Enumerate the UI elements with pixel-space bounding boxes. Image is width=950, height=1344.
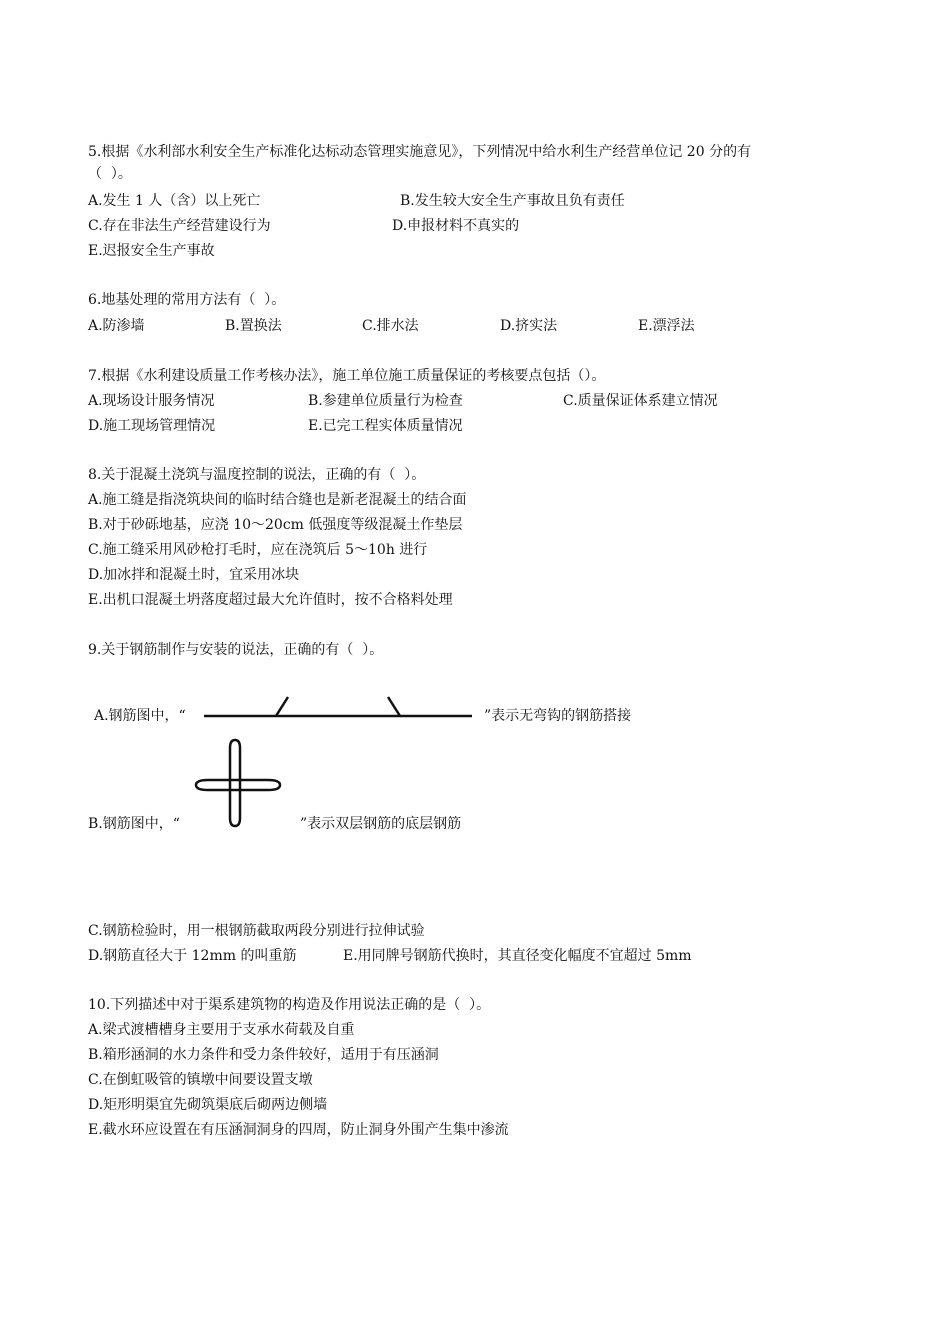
q9-option-d: D.钢筋直径大于 12mm 的叫重筋 — [88, 948, 297, 964]
q9-option-e: E.用同牌号钢筋代换时，其直径变化幅度不宜超过 5mm — [343, 948, 692, 964]
q6-option-a: A.防渗墙 — [88, 318, 145, 334]
q8-option-d: D.加冰拌和混凝土时，宜采用冰块 — [88, 567, 300, 583]
q7-stem: 7.根据《水利建设质量工作考核办法》，施工单位施工质量保证的考核要点包括（）。 — [88, 368, 606, 384]
q5-option-d: D.申报材料不真实的 — [392, 218, 520, 234]
q9-option-b-pre: B.钢筋图中，“ — [88, 816, 180, 832]
q9-option-b-post: ”表示双层钢筋的底层钢筋 — [300, 816, 462, 832]
q10-option-a: A.梁式渡槽槽身主要用于支承水荷载及自重 — [88, 1022, 355, 1038]
q8-option-a: A.施工缝是指浇筑块间的临时结合缝也是新老混凝土的结合面 — [88, 492, 467, 508]
q9-stem: 9.关于钢筋制作与安装的说法，正确的有（ ）。 — [88, 642, 384, 658]
rebar-end-mark-left — [276, 697, 288, 716]
q10-option-e: E.截水环应设置在有压涵洞洞身的四周，防止洞身外围产生集中渗流 — [88, 1122, 509, 1138]
q7-option-c: C.质量保证体系建立情况 — [563, 393, 718, 409]
vertical-rebar-hook — [230, 740, 240, 826]
q7-option-a: A.现场设计服务情况 — [88, 393, 215, 409]
q8-option-e: E.出机口混凝土坍落度超过最大允许值时，按不合格料处理 — [88, 592, 453, 608]
horizontal-rebar-hook — [196, 780, 280, 790]
q9-option-a-post: ”表示无弯钩的钢筋搭接 — [484, 708, 632, 724]
rebar-end-mark-right — [388, 697, 400, 716]
q10-stem: 10.下列描述中对于渠系建筑物的构造及作用说法正确的是（ ）。 — [88, 997, 491, 1013]
q5-stem-cont: （ ）。 — [88, 166, 132, 182]
q5-stem: 5.根据《水利部水利安全生产标准化达标动态管理实施意见》，下列情况中给水利生产经营单位记 20 分的有 — [88, 144, 752, 160]
double-layer-bottom-rebar-symbol — [190, 738, 285, 830]
q7-option-e: E.已完工程实体质量情况 — [308, 418, 463, 434]
q6-stem: 6.地基处理的常用方法有（ ）。 — [88, 292, 286, 308]
q6-option-e: E.漂浮法 — [638, 318, 695, 334]
q5-option-a: A.发生 1 人（含）以上死亡 — [88, 193, 261, 209]
q10-option-d: D.矩形明渠宜先砌筑渠底后砌两边侧墙 — [88, 1097, 328, 1113]
q8-stem: 8.关于混凝土浇筑与温度控制的说法，正确的有（ ）。 — [88, 467, 426, 483]
q10-option-b: B.箱形涵洞的水力条件和受力条件较好，适用于有压涵洞 — [88, 1047, 439, 1063]
q8-option-c: C.施工缝采用风砂枪打毛时，应在浇筑后 5～10h 进行 — [88, 542, 428, 558]
q7-option-b: B.参建单位质量行为检查 — [308, 393, 463, 409]
q9-option-a-pre: A.钢筋图中，“ — [94, 708, 186, 724]
q5-option-c: C.存在非法生产经营建设行为 — [88, 218, 271, 234]
q6-option-b: B.置换法 — [225, 318, 282, 334]
q7-option-d: D.施工现场管理情况 — [88, 418, 216, 434]
q6-option-c: C.排水法 — [362, 318, 419, 334]
q8-option-b: B.对于砂砾地基，应浇 10～20cm 低强度等级混凝土作垫层 — [88, 517, 463, 533]
lap-splice-symbol — [200, 690, 475, 725]
q10-option-c: C.在倒虹吸管的镇墩中间要设置支墩 — [88, 1072, 313, 1088]
q9-option-c: C.钢筋检验时，用一根钢筋截取两段分别进行拉伸试验 — [88, 923, 425, 939]
q5-option-b: B.发生较大安全生产事故且负有责任 — [400, 193, 625, 209]
q6-option-d: D.挤实法 — [500, 318, 558, 334]
q5-option-e: E.迟报安全生产事故 — [88, 243, 215, 259]
